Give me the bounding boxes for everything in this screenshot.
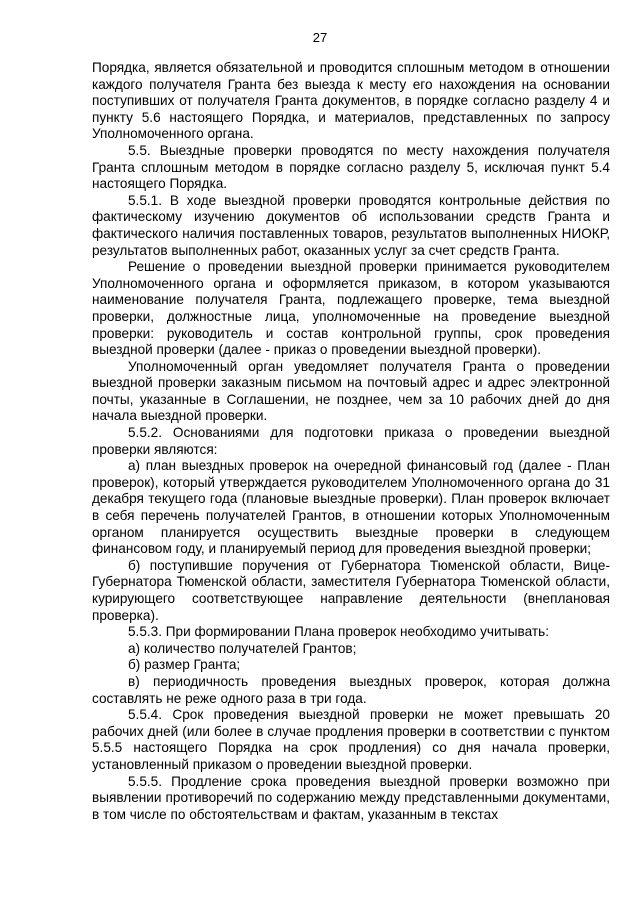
paragraph-3: 5.5.1. В ходе выездной проверки проводятся контрольные действия по фактическому изучению документов об использовании средств Гранта и фактического наличия поставленных товаров, результатов выполненных НИОКР, результатов выполненных работ, оказанных услуг за счет средств Гранта. [92, 192, 610, 258]
paragraph-6: 5.5.2. Основаниями для подготовки приказа о проведении выездной проверки являются: [92, 425, 610, 457]
page-number: 27 [312, 30, 328, 45]
paragraph-7: а) план выездных проверок на очередной финансовый год (далее - План проверок), который утверждается руководителем Уполномоченного органа до 31 декабря текущего года (плановые выездные проверки). План проверок включает в себя перечень получателей Грантов, в отношении которых Уполномоченным органом планируется осуществить выездные проверки в следующем финансовом году, и планируемый период для проведения выездной проверки; [92, 458, 610, 557]
paragraph-12: в) периодичность проведения выездных проверок, которая должна составлять не реже одного раза в три года. [92, 673, 610, 706]
paragraph-8: б) поступившие поручения от Губернатора Тюменской области, Вице-Губернатора Тюменской области, заместителя Губернатора Тюменской области, курирующего соответствующее направление деятельности (внеплановая проверка). [92, 557, 610, 623]
paragraph-9: 5.5.3. При формировании Плана проверок необходимо учитывать: [128, 624, 549, 640]
paragraph-4: Решение о проведении выездной проверки принимается руководителем Уполномоченного органа и оформляется приказом, в котором указываются наименование получателя Гранта, подлежащего проверке, тема выездной проверки, должностные лица, уполномоченные на проведение выездной проверки: руководитель и состав контрольной группы, срок проведения выездной проверки (далее - приказ о проведении выездной проверки). [92, 259, 610, 358]
paragraph-14: 5.5.5. Продление срока проведения выездной проверки возможно при выявлении противоречий по содержанию между представленными документами, в том числе по обстоятельствам и фактам, указанным в текстах [92, 773, 610, 822]
paragraph-10: а) количество получателей Грантов; [128, 640, 357, 656]
page-body [92, 60, 610, 823]
paragraph-11: б) размер Гранта; [128, 657, 241, 673]
paragraph-5: Уполномоченный орган уведомляет получателя Гранта о проведении выездной проверки заказным письмом на почтовый адрес и адрес электронной почты, указанные в Соглашении, не позднее, чем за 10 рабочих дней до дня начала выездной проверки. [92, 358, 610, 424]
paragraph-2: 5.5. Выездные проверки проводятся по месту нахождения получателя Гранта сплошным методом в порядке согласно разделу 5, исключая пункт 5.4 настоящего Порядка. [92, 142, 610, 192]
paragraph-1: Порядка, является обязательной и проводится сплошным методом в отношении каждого получателя Гранта без выезда к месту его нахождения на основании поступивших от получателя Гранта документов, в порядке согласно разделу 4 и пункту 5.6 настоящего Порядка, и материалов, представленных по запросу Уполномоченного органа. [92, 60, 610, 142]
paragraph-13: 5.5.4. Срок проведения выездной проверки не может превышать 20 рабочих дней (или более в случае продления проверки в соответствии с пунктом 5.5.5 настоящего Порядка на срок продления) со дня начала проверки, установленный приказом о проведении выездной проверки. [92, 707, 610, 772]
